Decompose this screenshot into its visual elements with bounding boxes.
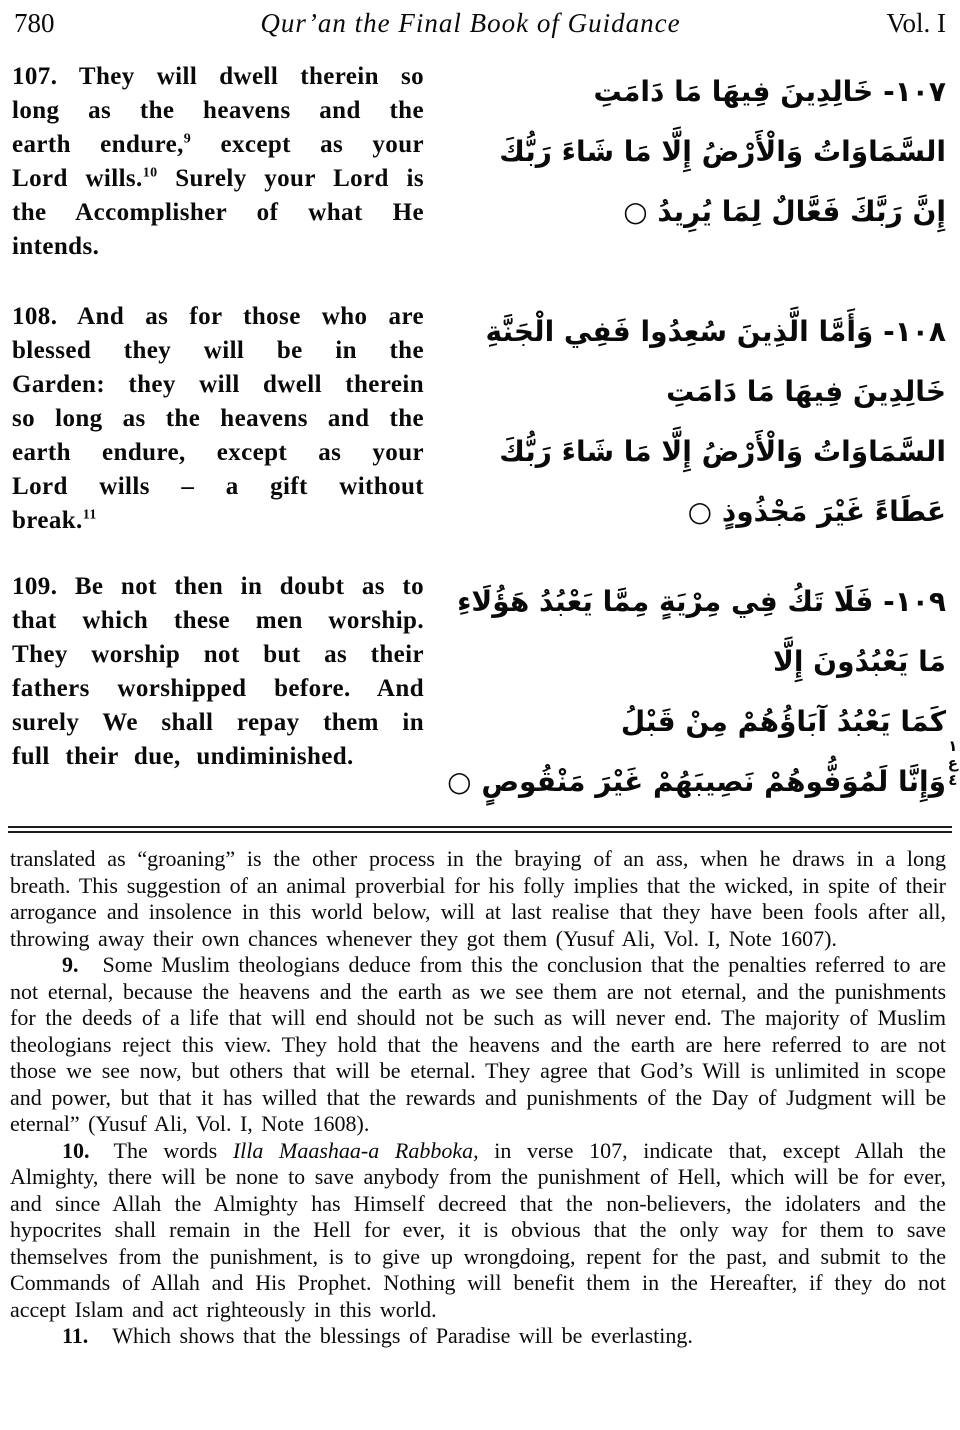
footnote-ref-10: 10	[142, 165, 158, 181]
footnote-number: 10.	[62, 1137, 90, 1163]
footnote-text: Some Muslim theologians deduce from this the conclusion that the penalties referred to are not eternal, because the heavens and the earth as we see them are not eternal, and the punishments for the deeds of a life that will end should not be such as will never end. The majority of Muslim theologians reject this view. They hold that the heavens and the earth are here referred to are not those we see now, but others that will be eternal. They agree that God’s Will is unlimited in scope and power, but that it has willed that the rewards and punishments of the Day of Judgment will be eternal” (Yusuf Ali, Vol. I, Note 1608).	[10, 952, 946, 1136]
verse-108-arabic	[468, 300, 946, 542]
verse-109-text: 109. Be not then in doubt as to that which these men worship. They worship not but as their fathers worshipped before. And surely We shall repay them in full their due, undiminished.	[12, 573, 424, 770]
verse-107-text: 107. They will dwell therein so long as the heavens and the earth endure,	[12, 63, 424, 158]
arabic-line: ١٠٩- فَلَا تَكُ فِي مِرْيَةٍ مِمَّا يَعْبُدُ هَؤُلَاءِ	[457, 585, 946, 618]
footnote-divider	[8, 826, 952, 833]
footnote-transliteration: Illa Maashaa-a Rabboka,	[232, 1137, 479, 1163]
verse-107-text: except as your Lord wills.	[12, 131, 425, 192]
ruku-marker	[948, 738, 958, 789]
page-header	[14, 8, 946, 39]
arabic-line: السَّمَاوَاتُ وَالْأَرْضُ إِلَّا مَا شَاءَ رَبُّكَ	[499, 135, 946, 168]
verse-109-arabic	[447, 570, 946, 812]
arabic-line: خَالِدِينَ فِيهَا مَا دَامَتِ	[666, 375, 946, 408]
arabic-line: ١٠٧- خَالِدِينَ فِيهَا مَا دَامَتِ	[593, 75, 946, 108]
arabic-line: عَطَاءً غَيْرَ مَجْذُوذٍ ○	[687, 495, 946, 528]
arabic-line: وَإِنَّا لَمُوَفُّوهُمْ نَصِيبَهُمْ غَيْرَ مَنْقُوصٍ ○	[447, 765, 946, 798]
footnote-ref-11: 11	[82, 507, 97, 523]
arabic-line: مَا يَعْبُدُونَ إِلَّا	[772, 645, 946, 678]
page-number: 780	[14, 8, 55, 38]
verse-107-arabic	[468, 60, 946, 264]
footnote-text: The words	[113, 1137, 233, 1163]
verse-row-107	[12, 60, 946, 264]
footnote-9	[10, 952, 946, 1138]
footnote-number: 9.	[62, 952, 79, 977]
arabic-line: السَّمَاوَاتُ وَالْأَرْضُ إِلَّا مَا شَاءَ رَبُّكَ	[499, 435, 946, 468]
footnote-10	[10, 1138, 946, 1324]
footnote-text: in verse 107, indicate that, except Allah the Almighty, there will be none to save anybody from the punishment of Hell, which will be for ever, and since Allah the Almighty has Himself decreed that the non-believers, the idolaters and the hypocrites shall remain in the Hell for ever, it is obvious that the only way for them to save themselves from the punishment, is to give up wrongdoing, repent for the past, and submit to the Commands of Allah and His Prophet. Nothing will benefit them in the Hereafter, if they do not accept Islam and act righteously in this world.	[10, 1137, 946, 1322]
verse-108-translation	[12, 300, 424, 542]
footnote-11	[10, 1323, 946, 1350]
verse-row-108	[12, 300, 946, 542]
footnote-number: 11.	[62, 1323, 89, 1348]
ruku-marker-bottom: ٤	[948, 771, 958, 789]
volume-label: Vol. I	[886, 8, 946, 38]
footnote-text: Which shows that the blessings of Paradise will be everlasting.	[112, 1323, 693, 1348]
verse-107-text: Surely your Lord is the Accomplisher of what He intends.	[12, 165, 424, 260]
arabic-line: كَمَا يَعْبُدُ آبَاؤُهُمْ مِنْ قَبْلُ	[620, 705, 946, 738]
footnote-text: translated as “groaning” is the other process in the braying of an ass, when he draws in a long breath. This suggestion of an animal proverbial for his folly implies that the wicked, in spite of their arrogance and insolence in this world below, will at last realise that they have been fools after all, throwing away their own chances whenever they got them (Yusuf Ali, Vol. I, Note 1607).	[10, 846, 946, 951]
verse-108-text: 108. And as for those who are blessed they will be in the Garden: they will dwell therein so long as the heavens and the earth endure, except as your Lord wills – a gift without break.	[12, 303, 424, 534]
arabic-line: إِنَّ رَبَّكَ فَعَّالٌ لِمَا يُرِيدُ ○	[623, 195, 946, 228]
running-title: Qur’an the Final Book of Guidance	[260, 8, 681, 38]
footnote-ref-9: 9	[183, 131, 192, 147]
arabic-line: ١٠٨- وَأَمَّا الَّذِينَ سُعِدُوا فَفِي الْجَنَّةِ	[485, 315, 946, 348]
verse-107-translation	[12, 60, 424, 264]
verse-row-109	[12, 570, 946, 812]
ruku-marker-top: ١	[948, 737, 958, 755]
verse-109-translation	[12, 570, 424, 812]
footnote-continuation	[10, 846, 946, 952]
ruku-marker-ain: ع	[947, 754, 958, 772]
footnotes-section	[10, 846, 946, 1350]
